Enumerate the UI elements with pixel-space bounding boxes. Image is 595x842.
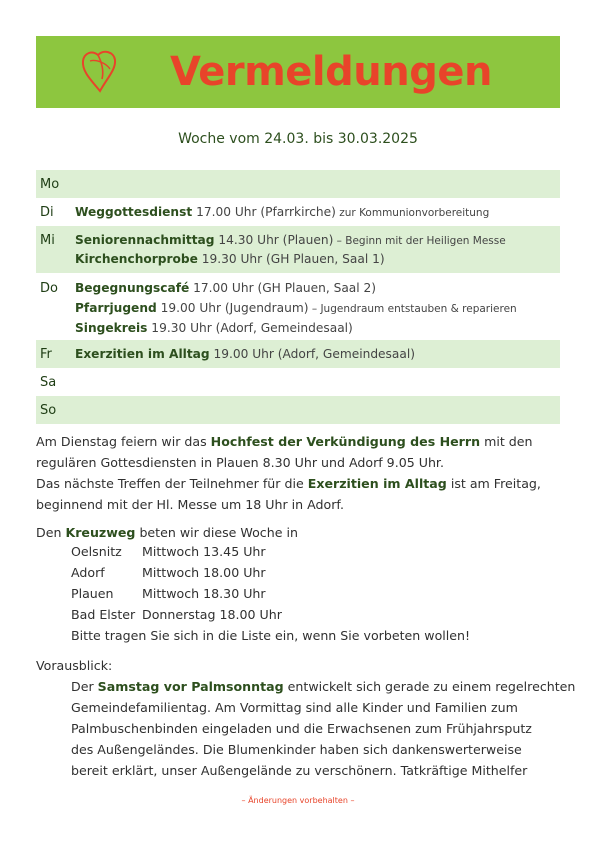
day-label: Mo	[40, 177, 60, 192]
event-title: Exerzitien im Alltag	[75, 347, 210, 361]
text-line: Palmbuschenbinden eingeladen und die Erwachsenen zum Frühjahrsputz	[71, 721, 532, 736]
kreuzweg-time: Mittwoch 18.30 Uhr	[142, 586, 266, 601]
day-label: Do	[40, 281, 58, 296]
event-title: Seniorennachmittag	[75, 233, 215, 247]
event-item	[75, 205, 489, 219]
day-label: Di	[40, 205, 54, 220]
day-row-di	[36, 198, 560, 226]
kreuzweg-place: Bad Elster	[71, 607, 136, 622]
day-row-sa	[36, 368, 560, 396]
day-row-mo	[36, 170, 560, 198]
event-title: Begegnungscafé	[75, 281, 190, 295]
preview-paragraph	[71, 676, 575, 781]
highlight: Exerzitien im Alltag	[307, 476, 447, 491]
text: beten wir diese Woche in	[135, 525, 298, 540]
event-detail: 17.00 Uhr (Pfarrkirche)	[192, 205, 336, 219]
day-row-do	[36, 273, 560, 340]
text-line	[36, 473, 541, 494]
highlight: Hochfest der Verkündigung des Herrn	[210, 434, 481, 449]
event-title: Singekreis	[75, 321, 148, 335]
event-detail: 19.30 Uhr (GH Plauen, Saal 1)	[197, 252, 385, 266]
event-note: zur Kommunionvorbereitung	[335, 207, 490, 219]
text: ist am Freitag,	[446, 476, 541, 491]
day-label: So	[40, 403, 57, 418]
kreuzweg-place: Oelsnitz	[71, 544, 122, 559]
kreuzweg-time: Donnerstag 18.00 Uhr	[142, 607, 282, 622]
kreuzweg-time: Mittwoch 18.00 Uhr	[142, 565, 266, 580]
event-detail: 17.00 Uhr (GH Plauen, Saal 2)	[189, 281, 377, 295]
event-detail: 19.30 Uhr (Adorf, Gemeindesaal)	[147, 321, 353, 335]
footer-note: – Änderungen vorbehalten –	[241, 796, 355, 805]
day-row-so	[36, 396, 560, 424]
event-detail: 14.30 Uhr (Plauen)	[214, 233, 334, 247]
text-line	[71, 676, 575, 697]
day-label: Sa	[40, 375, 57, 390]
event-item	[75, 301, 517, 315]
text: Am Dienstag feiern wir das	[36, 434, 211, 449]
text-line: bereit erklärt, unser Außengelände zu verschönern. Tatkräftige Mithelfer	[71, 763, 528, 778]
event-item	[75, 347, 415, 361]
kreuzweg-place: Plauen	[71, 586, 114, 601]
day-row-fr	[36, 340, 560, 368]
text: Der	[71, 679, 98, 694]
day-label: Mi	[40, 233, 55, 248]
event-detail: 19.00 Uhr (Adorf, Gemeindesaal)	[209, 347, 415, 361]
text: entwickelt sich gerade zu einem regelrechten	[283, 679, 576, 694]
event-title: Weggottesdienst	[75, 205, 193, 219]
kreuzweg-place: Adorf	[71, 565, 105, 580]
text-line	[36, 431, 541, 452]
text-line: regulären Gottesdiensten in Plauen 8.30 Uhr und Adorf 9.05 Uhr.	[36, 455, 444, 470]
day-label: Fr	[40, 347, 52, 362]
page-title: Vermeldungen	[170, 49, 492, 95]
highlight: Samstag vor Palmsonntag	[97, 679, 284, 694]
announcement-paragraph	[36, 431, 541, 515]
highlight: Kreuzweg	[65, 525, 136, 540]
kreuzweg-time: Mittwoch 13.45 Uhr	[142, 544, 266, 559]
preview-label: Vorausblick:	[36, 658, 113, 673]
text: mit den	[480, 434, 533, 449]
text: Das nächste Treffen der Teilnehmer für die	[36, 476, 308, 491]
event-detail: 19.00 Uhr (Jugendraum)	[156, 301, 309, 315]
weekly-schedule	[36, 170, 560, 424]
text-line: des Außengeländes. Die Blumenkinder haben sich dankenswerterweise	[71, 742, 522, 757]
heart-pin-icon	[78, 45, 122, 95]
text: Den	[36, 525, 66, 540]
event-note: – Jugendraum entstauben & reparieren	[308, 303, 517, 315]
event-item	[75, 252, 385, 266]
event-item	[75, 321, 353, 335]
event-title: Pfarrjugend	[75, 301, 157, 315]
kreuzweg-intro	[36, 522, 298, 543]
event-item	[75, 233, 506, 247]
kreuzweg-note: Bitte tragen Sie sich in die Liste ein, wenn Sie vorbeten wollen!	[71, 628, 471, 643]
text-line: beginnend mit der Hl. Messe um 18 Uhr in Adorf.	[36, 497, 344, 512]
header-banner	[36, 36, 560, 108]
event-title: Kirchenchorprobe	[75, 252, 198, 266]
event-note: – Beginn mit der Heiligen Messe	[333, 235, 506, 247]
day-row-mi	[36, 226, 560, 273]
event-item	[75, 281, 376, 295]
text-line: Gemeindefamilientag. Am Vormittag sind alle Kinder und Familien zum	[71, 700, 518, 715]
week-heading: Woche vom 24.03. bis 30.03.2025	[178, 131, 418, 147]
